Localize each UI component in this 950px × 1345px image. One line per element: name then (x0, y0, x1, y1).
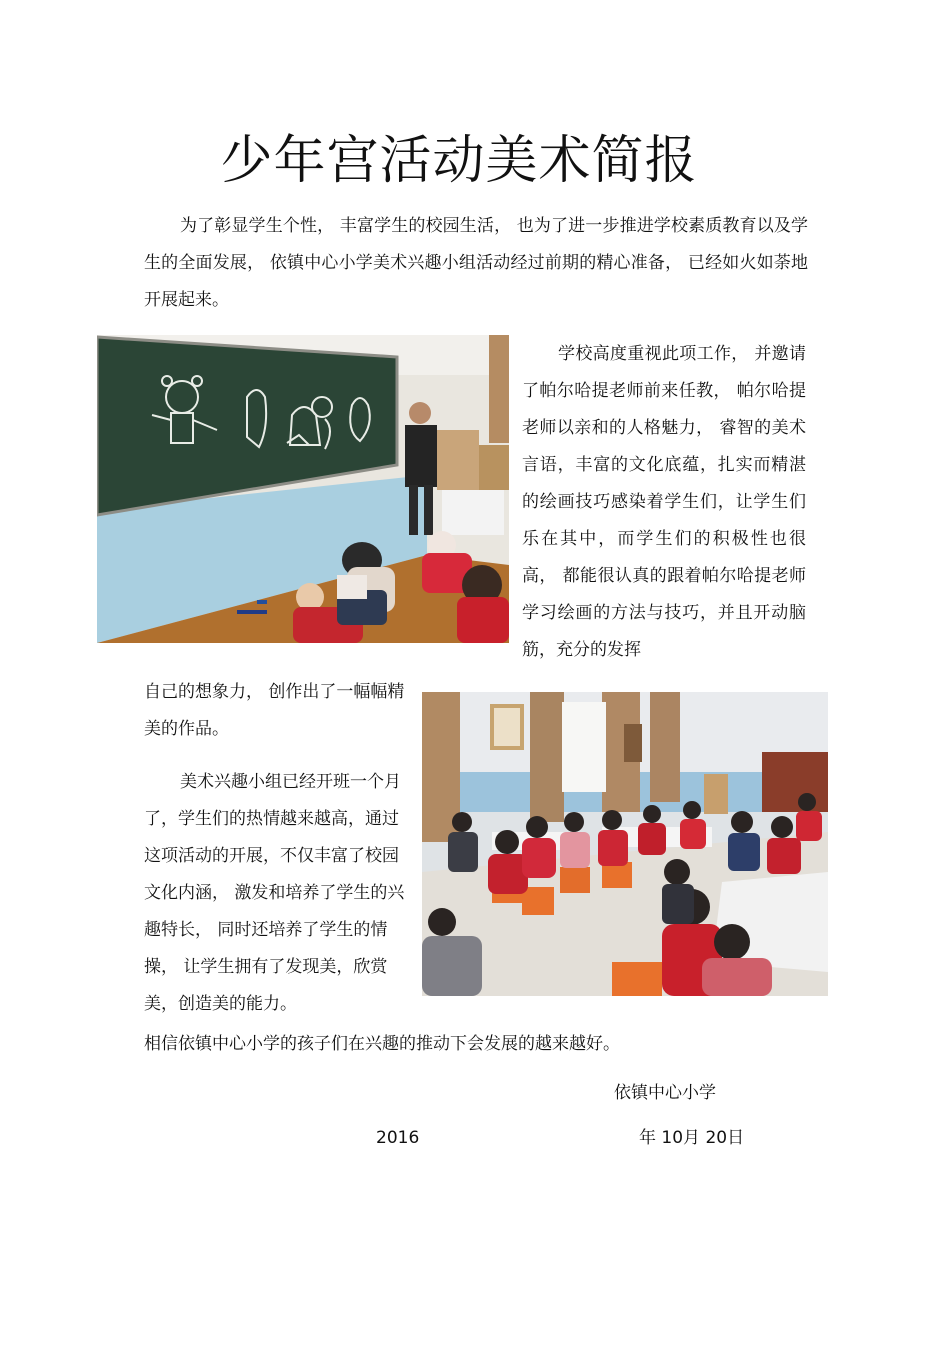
paragraph-teacher-continued: 自己的想象力， 创作出了一幅幅精美的作品。 (144, 682, 405, 739)
paragraph-intro: 为了彰显学生个性， 丰富学生的校园生活， 也为了进一步推进学校素质教育以及学生的全面发展， 依镇中心小学美术兴趣小组活动经过前期的精心准备， 已经如火如荼地开展起来。 (144, 216, 808, 310)
chalkboard-photo (97, 335, 509, 643)
paragraph-closing: 相信依镇中心小学的孩子们在兴趣的推动下会发展的越来越好。 (144, 1034, 620, 1054)
signature-school: 依镇中心小学 (614, 1083, 716, 1103)
paragraph-teacher: 学校高度重视此项工作， 并邀请了帕尔哈提老师前来任教， 帕尔哈提老师以亲和的人格魅力， 睿智的美术言语，丰富的文化底蕴，扎实而精湛的绘画技巧感染着学生们，让学生们乐在其中，而学生们的积极性也很高， 都能很认真的跟着帕尔哈提老师学习绘画的方法与技巧，并且开动脑筋，充分的发挥 (522, 344, 806, 660)
classroom-photo (422, 692, 828, 996)
signature-year: 2016 (376, 1128, 420, 1148)
document-title: 少年宫活动美术简报 (220, 131, 698, 191)
paragraph-progress: 美术兴趣小组已经开班一个月了，学生们的热情越来越高，通过这项活动的开展，不仅丰富了校园文化内涵， 激发和培养了学生的兴趣特长， 同时还培养了学生的情操， 让学生拥有了发现美，欣赏美，创造美的能力。 (144, 772, 405, 1014)
signature-date: 年 10月 20日 (639, 1128, 745, 1148)
